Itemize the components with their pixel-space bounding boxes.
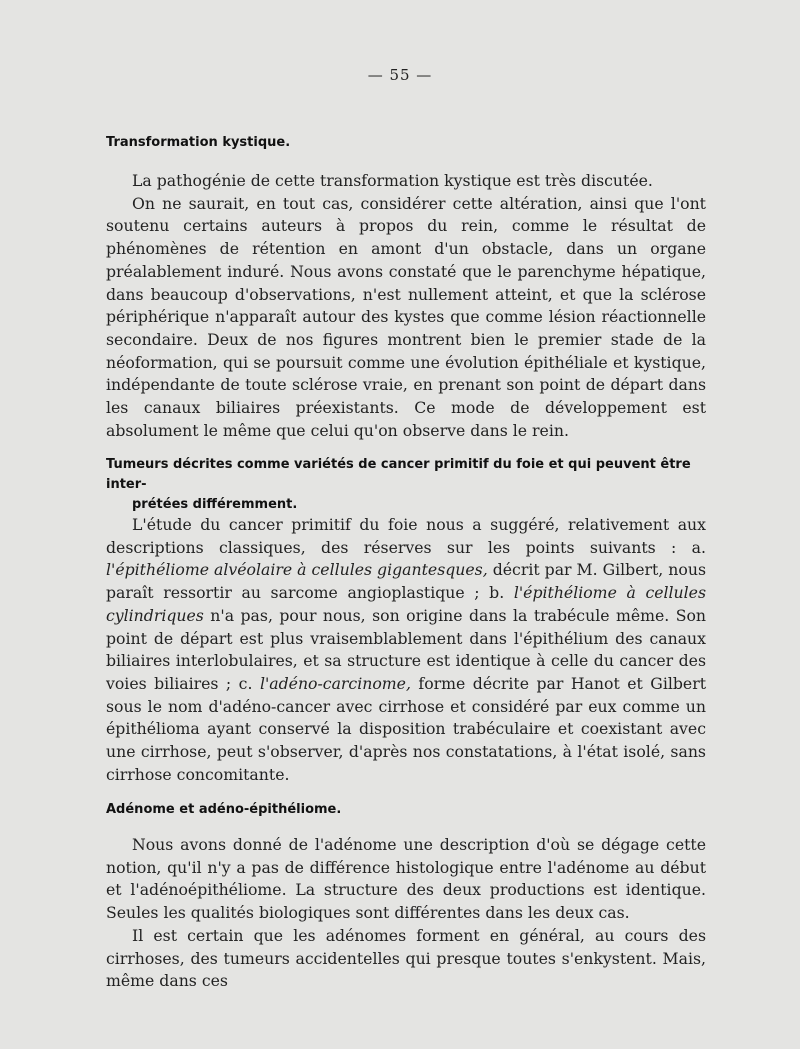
text-run: L'étude du cancer primitif du foie nous a suggéré, relativement aux descriptions classiques, des réserves sur les points suivants : a.	[106, 515, 706, 557]
section-transformation-kystique	[106, 170, 706, 442]
section-tumeurs-decrites	[106, 514, 706, 786]
text-run: n'a pas, pour nous, son origine dans la trabécule même. Son point de départ est plus vraisemblablement dans l'épithélium des canaux biliaires interlobulaires, et sa structure est identique à celle du cancer des voies biliaires ; c.	[106, 605, 706, 693]
text-run: décrit par M. Gilbert, nous paraît ressortir au sarcome angioplastique ; b.	[106, 560, 706, 603]
paragraph: Nous avons donné de l'adénome une description d'où se dégage cette notion, qu'il n'y a pas de différence histologique entre l'adénome au début et l'adénoépithéliome. La structure des deux productions est identique. Seules les qualités biologiques sont différentes dans les deux cas.	[106, 835, 706, 923]
heading-adenome: Adénome et adéno-épithéliome.	[106, 802, 342, 817]
italic-term: l'adéno-carcinome,	[259, 673, 411, 693]
italic-term: l'épithéliome à cellules cylindriques	[106, 583, 707, 625]
heading-transformation-kystique: Transformation kystique.	[106, 135, 291, 150]
paragraph: On ne saurait, en tout cas, considérer cette altération, ainsi que l'ont soutenu certains auteurs à propos du rein, comme le résultat de phénomènes de rétention en amont d'un obstacle, dans un organe préalablement induré. Nous avons constaté que le parenchyme hépatique, dans beaucoup d'observations, n'est nullement atteint, et que la sclérose périphérique n'apparaît autour des kystes que comme lésion réactionnelle secondaire. Deux de nos figures montrent bien le premier stade de la néoformation, qui se poursuit comme une évolution épithéliale et kystique, indépendante de toute sclérose vraie, en prenant son point de départ dans les canaux biliaires préexistants. Ce mode de développement est absolument le même que celui qu'on observe dans le rein.	[106, 193, 706, 440]
paragraph	[106, 514, 706, 786]
italic-term: l'épithéliome alvéolaire à cellules gigantesques,	[106, 560, 488, 580]
section-adenome	[106, 834, 706, 993]
heading-line: prétées différemment.	[132, 497, 298, 512]
heading-tumeurs-decrites	[106, 455, 706, 515]
page-number: — 55 —	[367, 66, 433, 84]
text-run: forme décrite par Hanot et Gilbert sous le nom d'adéno-cancer avec cirrhose et considéré par eux comme un épithélioma ayant conservé la disposition trabéculaire et coexistant avec une cirrhose, peut s'observer, d'après nos constatations, à l'état isolé, sans cirrhose concomitante.	[106, 673, 706, 784]
paragraph: Il est certain que les adénomes forment en général, au cours des cirrhoses, des tumeurs accidentelles qui presque toutes s'enkystent. Mais, même dans ces	[106, 925, 706, 991]
heading-line: Tumeurs décrites comme variétés de cancer primitif du foie et qui peuvent être inter-	[106, 457, 691, 492]
paragraph: La pathogénie de cette transformation kystique est très discutée.	[132, 171, 653, 190]
